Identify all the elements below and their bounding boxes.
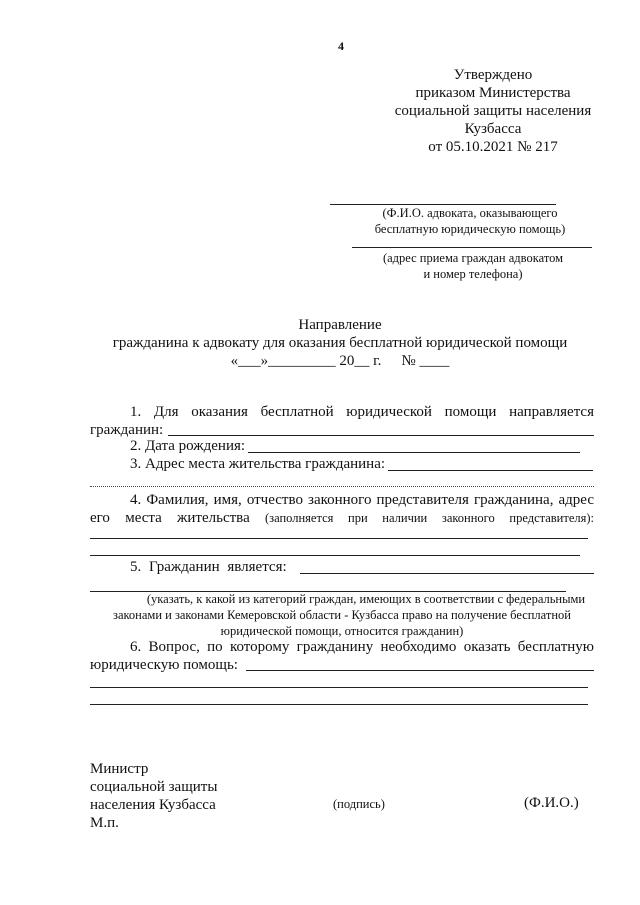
- item-3-extra-field[interactable]: [90, 486, 594, 487]
- address-caption-line-1: (адрес приема граждан адвокатом: [382, 251, 564, 265]
- title-date-line: [90, 352, 590, 370]
- lawyer-address-caption: [362, 250, 584, 282]
- item-5-label: 5. Гражданин является:: [130, 559, 287, 575]
- item-6-field-2[interactable]: [90, 687, 588, 688]
- item-1-text: 1. Для оказания бесплатной юридической помощи направляется: [130, 404, 594, 420]
- page-number: 4: [338, 39, 344, 53]
- signatory-line-3: населения Кузбасса: [90, 797, 216, 813]
- item-5-note-line-2: законами и законами Кемеровской области - Кузбасса право на получение бесплатной: [113, 608, 571, 622]
- signature-caption: (подпись): [333, 797, 385, 811]
- item-4-field-1[interactable]: [90, 538, 588, 539]
- item-3-label: 3. Адрес места жительства гражданина:: [130, 456, 386, 472]
- address-caption-line-2: и номер телефона): [423, 267, 523, 281]
- approval-line-1: Утверждено: [453, 67, 533, 83]
- item-3-field[interactable]: [388, 470, 593, 471]
- document-title: [90, 316, 590, 370]
- title-line-1: Направление: [298, 317, 382, 333]
- title-date: «___»_________ 20__ г.: [230, 353, 382, 369]
- item-6-text: 6. Вопрос, по которому гражданину необходимо оказать бесплатную: [130, 639, 594, 655]
- signatory-line-4: М.п.: [90, 815, 119, 831]
- item-6-field-3[interactable]: [90, 704, 588, 705]
- title-line-2: гражданина к адвокату для оказания бесплатной юридической помощи: [112, 335, 568, 351]
- item-4-continuation: [90, 509, 594, 527]
- item-2-field[interactable]: [248, 452, 580, 453]
- name-caption: (Ф.И.О.): [524, 795, 579, 811]
- item-2-label: 2. Дата рождения:: [130, 438, 246, 454]
- approval-line-4: Кузбасса: [464, 121, 522, 137]
- item-4-label: его места жительства: [90, 510, 250, 526]
- item-6-field[interactable]: [246, 670, 594, 671]
- item-6-continuation: юридическую помощь:: [90, 657, 238, 673]
- signatory-line-2: социальной защиты: [90, 779, 218, 795]
- item-5-note: [90, 591, 594, 639]
- item-4-note: (заполняется при наличии законного представителя):: [265, 511, 595, 525]
- lawyer-name-caption: [360, 205, 580, 237]
- signatory-block: [90, 760, 217, 832]
- item-1-continuation: гражданин:: [90, 422, 164, 438]
- approval-stamp: [350, 66, 640, 156]
- item-4-text: 4. Фамилия, имя, отчество законного представителя гражданина, адрес: [130, 492, 594, 508]
- approval-line-2: приказом Министерства: [415, 85, 571, 101]
- lawyer-address-line: [352, 247, 592, 248]
- item-5-note-line-1: (указать, к какой из категорий граждан, имеющих в соответствии с федеральными: [146, 592, 586, 606]
- lawyer-caption-line-2: бесплатную юридическую помощь): [374, 222, 566, 236]
- lawyer-caption-line-1: (Ф.И.О. адвоката, оказывающего: [382, 206, 558, 220]
- approval-line-5: от 05.10.2021 № 217: [428, 139, 558, 155]
- approval-line-3: социальной защиты населения: [394, 103, 592, 119]
- item-4-field-2[interactable]: [90, 555, 580, 556]
- item-1-field[interactable]: [168, 435, 594, 436]
- title-number: № ____: [401, 353, 450, 369]
- signatory-line-1: Министр: [90, 761, 149, 777]
- item-5-note-line-3: юридической помощи, относится гражданин): [220, 624, 464, 638]
- item-5-field[interactable]: [300, 573, 594, 574]
